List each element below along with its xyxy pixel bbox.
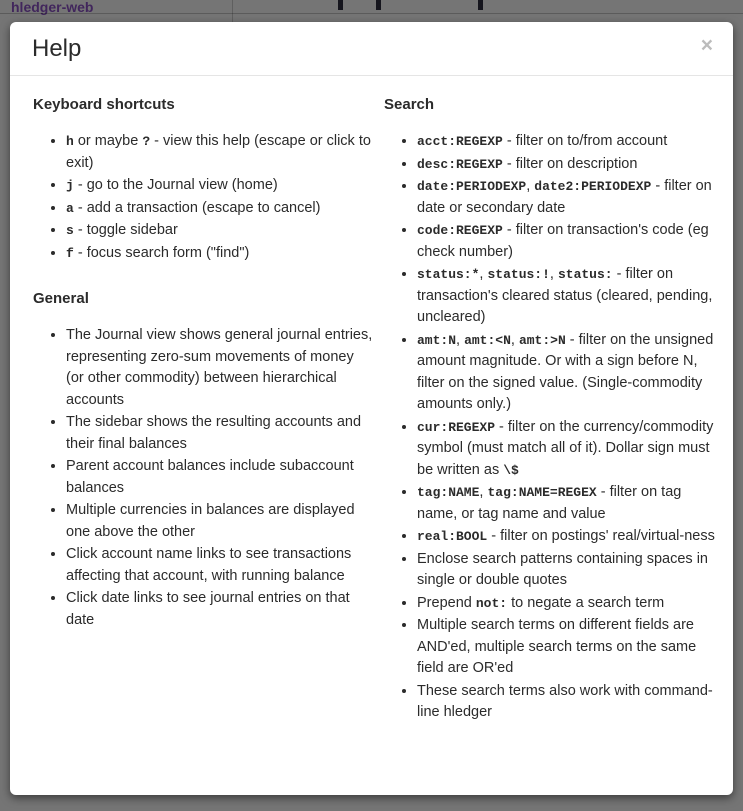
- help-list-item: • Parent account balances include subaccount balances: [66, 456, 374, 499]
- help-list-item: • Multiple search terms on different fields are AND'ed, multiple search terms on the same field are OR'ed: [417, 615, 719, 680]
- help-list-item: • h or maybe ? - view this help (escape or click to exit): [66, 131, 374, 174]
- help-list-item: • Enclose search patterns containing spaces in single or double quotes: [417, 549, 719, 592]
- section-heading: Keyboard shortcuts: [33, 96, 175, 113]
- help-list-item: • The sidebar shows the resulting accounts and their final balances: [66, 412, 374, 455]
- help-column-right: [384, 88, 719, 750]
- help-list-item: • date:PERIODEXP, date2:PERIODEXP - filter on date or secondary date: [417, 176, 719, 219]
- section-heading: Search: [384, 96, 435, 113]
- help-list-item: • The Journal view shows general journal entries, representing zero-sum movements of money (or other commodity) between hierarchical accounts: [66, 325, 374, 411]
- help-list-item: • Click account name links to see transactions affecting that account, with running balance: [66, 544, 374, 587]
- section-heading: General: [33, 290, 89, 307]
- sidebar-divider: [232, 0, 233, 22]
- help-column-left: [24, 88, 374, 750]
- help-list-item: • a - add a transaction (escape to cancel): [66, 198, 374, 220]
- help-list-item: • j - go to the Journal view (home): [66, 175, 374, 197]
- help-list-item: • These search terms also work with command-line hledger: [417, 681, 719, 724]
- clipped-heading-glyph: [338, 0, 343, 10]
- help-list: [384, 131, 719, 724]
- modal-body: [10, 76, 733, 770]
- help-list: [33, 325, 374, 631]
- help-list-item: • cur:REGEXP - filter on the currency/commodity symbol (must match all of it). Dollar sign must be written as \$: [417, 417, 719, 482]
- help-list-item: • Multiple currencies in balances are displayed one above the other: [66, 500, 374, 543]
- modal-title: Help: [32, 35, 82, 62]
- close-icon[interactable]: ×: [700, 34, 713, 57]
- help-list-item: • acct:REGEXP - filter on to/from account: [417, 131, 719, 153]
- help-list: [33, 131, 374, 264]
- help-list-item: • Prepend not: to negate a search term: [417, 593, 719, 615]
- help-list-item: • desc:REGEXP - filter on description: [417, 154, 719, 176]
- help-list-item: • f - focus search form ("find"): [66, 243, 374, 265]
- help-list-item: • amt:N, amt:<N, amt:>N - filter on the unsigned amount magnitude. Or with a sign before N, filter on the signed value. (Single-commodity amounts only.): [417, 330, 719, 416]
- help-list-item: • Click date links to see journal entries on that date: [66, 588, 374, 631]
- help-list-item: • status:*, status:!, status: - filter on transaction's cleared status (cleared, pending, uncleared): [417, 264, 719, 329]
- brand-link-hledger-web[interactable]: hledger-web: [11, 0, 94, 15]
- dimmed-page-background: [0, 0, 743, 22]
- help-list-item: • code:REGEXP - filter on transaction's code (eg check number): [417, 220, 719, 263]
- help-list-item: • tag:NAME, tag:NAME=REGEX - filter on tag name, or tag name and value: [417, 482, 719, 525]
- modal-header: [10, 22, 733, 76]
- clipped-heading-glyph: [478, 0, 483, 10]
- clipped-heading-glyph: [376, 0, 381, 10]
- help-list-item: • s - toggle sidebar: [66, 220, 374, 242]
- help-list-item: • real:BOOL - filter on postings' real/virtual-ness: [417, 526, 719, 548]
- help-modal: [10, 22, 733, 795]
- page-header-divider: [0, 13, 743, 14]
